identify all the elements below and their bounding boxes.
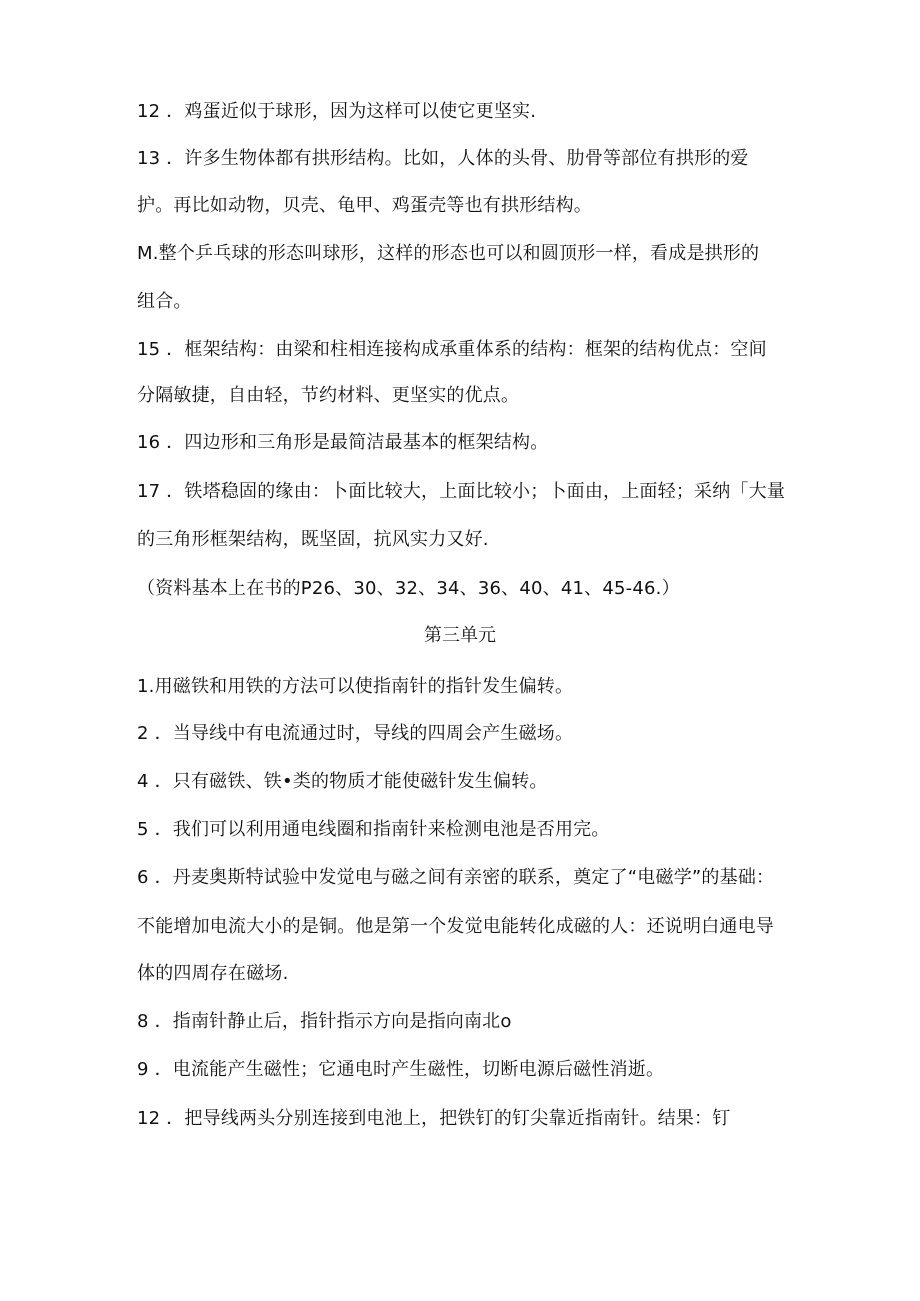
text-line: 4 ．只有磁铁、铁•类的物质才能使磁针发生偏转。	[137, 771, 548, 792]
text-line: 17 ．铁塔稳固的缘由：卜面比较大，上面比较小；卜面由，上面轻；采纳「大量	[137, 481, 786, 502]
text-line: 分隔敏捷，自由轻，节约材料、更坚实的优点。	[137, 385, 520, 406]
text-line: 8 ．指南针静止后，指针指示方向是指向南北o	[137, 1011, 512, 1032]
text-line: 16 ．四边形和三角形是最简洁最基本的框架结构。	[137, 432, 549, 453]
text-line: 12 ．鸡蛋近似于球形，因为这样可以使它更坚实.	[137, 101, 537, 122]
text-line: 5 ．我们可以利用通电线圈和指南针来检测电池是否用完。	[137, 819, 610, 840]
section-title: 第三单元	[424, 625, 496, 646]
text-line: M.整个乒乓球的形态叫球形，这样的形态也可以和圆顶形一样，看成是拱形的	[137, 243, 760, 264]
text-line: 6 ．丹麦奥斯特试验中发觉电与磁之间有亲密的联系，奠定了“电磁学”的基础：	[137, 867, 775, 888]
text-line: 体的四周存在磁场.	[137, 963, 289, 984]
text-line: 护。再比如动物，贝壳、龟甲、鸡蛋壳等也有拱形结构。	[137, 195, 592, 216]
text-line: 15 ．框架结构：由梁和柱相连接构成承重体系的结构：框架的结构优点：空间	[137, 339, 767, 360]
text-line: 13 ．许多生物体都有拱形结构。比如，人体的头骨、肋骨等部位有拱形的爱	[137, 148, 749, 169]
text-line: 组合。	[137, 291, 192, 312]
text-line: 不能增加电流大小的是铜。他是第一个发觉电能转化成磁的人：还说明白通电导	[137, 916, 774, 937]
text-line: 12 ．把导线两头分别连接到电池上，把铁钉的钉尖靠近指南针。结果：钉	[137, 1108, 731, 1129]
text-line: （资料基本上在书的P26、30、32、34、36、40、41、45-46.）	[137, 578, 680, 599]
text-line: 2 ．当导线中有电流通过时，导线的四周会产生磁场。	[137, 723, 574, 744]
text-line: 的三角形框架结构，既坚固，抗风实力又好.	[137, 529, 489, 550]
text-line: 1.用磁铁和用铁的方法可以使指南针的指针发生偏转。	[137, 676, 574, 697]
text-line: 9 ．电流能产生磁性；它通电时产生磁性，切断电源后磁性消逝。	[137, 1059, 665, 1080]
